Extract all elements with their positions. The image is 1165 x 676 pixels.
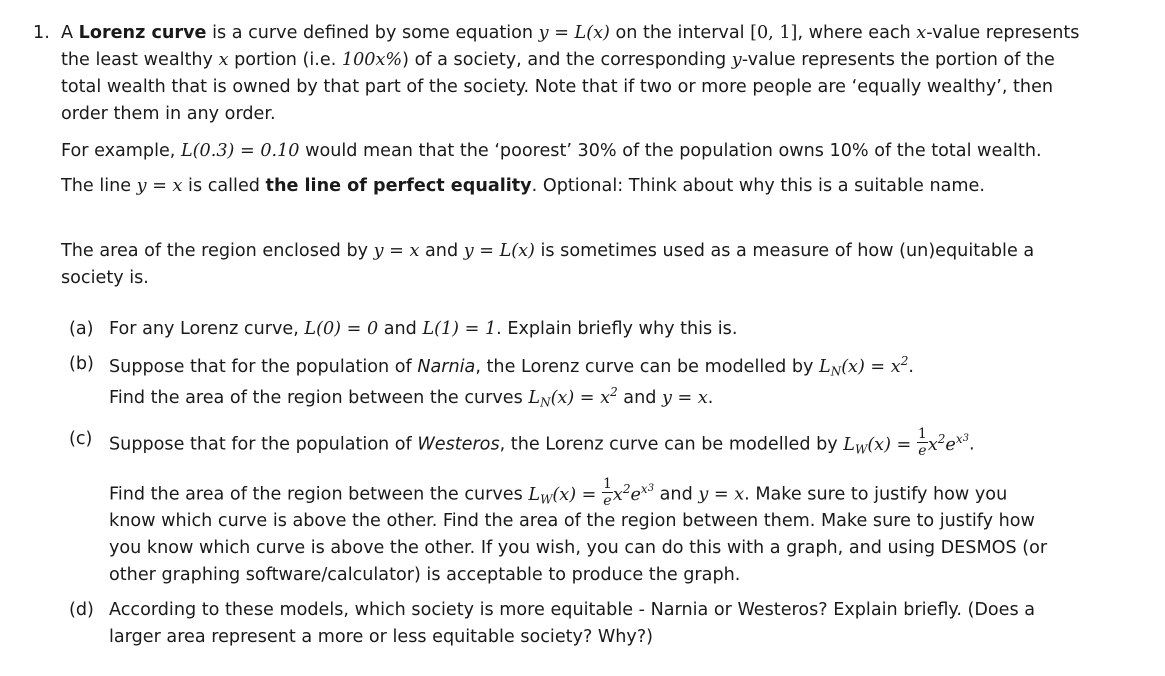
text: For any Lorenz curve, (109, 319, 305, 339)
equation-lw (528, 485, 602, 505)
subscript: W (540, 492, 553, 507)
part-c-line-5: other graphing software/calculator) is acceptable to produce the graph. (109, 565, 741, 585)
text: on the interval (609, 23, 751, 43)
text: Find the area of the region between the curves (109, 484, 529, 505)
text: The line (61, 176, 137, 196)
denominator: e (918, 443, 927, 459)
intro-line-2 (61, 50, 1055, 70)
fn-arg: (x) = (867, 434, 917, 455)
text: and (617, 388, 662, 409)
part-d-line-1: According to these models, which society is more equitable - Narnia or Westeros? Explain briefly. (Does a (109, 600, 1036, 620)
numerator: 1 (602, 476, 612, 492)
exponent: 3 (962, 432, 969, 444)
term-lorenz-curve: Lorenz curve (78, 23, 207, 43)
equation-l1: L(1) = 1 (422, 319, 497, 339)
var-y: y (731, 50, 742, 70)
area-line-1 (61, 241, 1034, 261)
subscript: W (854, 442, 868, 457)
exponent: 2 (610, 385, 618, 399)
text: -value represents the portion of the (741, 50, 1055, 70)
text: . (707, 388, 714, 409)
part-c-line-4: you know which curve is above the other. If you wish, you can do this with a graph, and using DESMOS (or (109, 538, 1048, 558)
equation-ln (819, 354, 909, 379)
text: Suppose that for the population of (109, 357, 418, 378)
text: Suppose that for the population of (109, 434, 418, 455)
equation-l03: L(0.3) = 0.10 (181, 141, 300, 161)
intro-line-4: order them in any order. (61, 104, 276, 124)
fn-symbol: L (528, 484, 541, 505)
equation-y-eq-x: y = x (373, 241, 420, 261)
equation-y-eq-x: y = x (662, 388, 708, 409)
var-e: e (630, 484, 641, 505)
example-line (61, 141, 1042, 161)
part-b-line-2 (109, 385, 713, 410)
equation-lw (843, 435, 917, 455)
text: portion (i.e. (228, 50, 342, 70)
text: and (419, 241, 464, 261)
fn-symbol: L (528, 388, 541, 409)
place-westeros: Westeros (417, 434, 500, 455)
text: , where each (797, 23, 917, 43)
var-x: x (916, 23, 927, 43)
text: For example, (61, 141, 181, 161)
var-x: x (612, 484, 623, 505)
text: . Make sure to justify how you (744, 484, 1008, 505)
equation-y-eq-x: y = x (698, 484, 745, 505)
text: ) of a society, and the corresponding (402, 50, 732, 70)
intro-line-1 (61, 23, 1079, 43)
text: -value represents (926, 23, 1080, 43)
place-narnia: Narnia (417, 357, 476, 378)
exponent: 2 (900, 354, 909, 368)
equation-100x: 100x% (341, 50, 403, 70)
part-a-label: (a) (69, 319, 94, 339)
text: Find the area of the region between the curves (109, 388, 529, 409)
text: would mean that the ‘poorest’ 30% of the population owns 10% of the total wealth. (299, 141, 1042, 161)
part-b-line-1 (109, 354, 914, 379)
area-line-2: society is. (61, 268, 149, 288)
part-c-line-3: know which curve is above the other. Find the area of the region between them. Make sure to justify how (109, 511, 1035, 531)
fraction-1-over-e (917, 427, 928, 458)
text: . (908, 357, 914, 378)
text: , the Lorenz curve can be modelled by (475, 357, 819, 378)
fraction-1-over-e (602, 477, 613, 508)
equation-y-eq-lx: y = L(x) (538, 23, 610, 43)
text: , the Lorenz curve can be modelled by (499, 434, 844, 455)
text: A (61, 23, 79, 43)
expr-x2-ex3 (927, 431, 969, 455)
text: and (654, 484, 699, 505)
equation-y-eq-x: y = x (136, 176, 183, 196)
equation-y-eq-lx: y = L(x) (463, 241, 535, 261)
var-x: x (927, 434, 938, 455)
exponent: x (955, 431, 963, 446)
var-x: x (218, 50, 229, 70)
exponent: 3 (647, 482, 655, 494)
fn-arg: (x) = x (550, 388, 611, 409)
part-c-line-1 (109, 426, 975, 460)
exponent: 2 (937, 431, 946, 446)
denominator: e (603, 493, 612, 509)
text: the least wealthy (61, 50, 219, 70)
text: The area of the region enclosed by (61, 241, 374, 261)
text: . Optional: Think about why this is a suitable name. (531, 176, 985, 196)
expr-x2-ex3 (612, 481, 655, 505)
fn-arg: (x) = x (841, 357, 901, 378)
fn-symbol: L (819, 357, 831, 378)
text: is called (182, 176, 266, 196)
text: is a curve defined by some equation (206, 23, 539, 43)
term-line-of-perfect-equality: the line of perfect equality (265, 176, 532, 196)
exponent: x (640, 481, 648, 496)
intro-line-3: total wealth that is owned by that part of the society. Note that if two or more people are ‘equally wealthy’, then (61, 77, 1054, 97)
part-a-text (109, 319, 737, 339)
var-e: e (945, 434, 956, 455)
problem-number: 1. (33, 23, 50, 43)
equation-l0: L(0) = 0 (304, 319, 379, 339)
part-c-label: (c) (69, 429, 93, 449)
subscript: N (830, 364, 842, 379)
fn-symbol: L (843, 434, 855, 455)
subscript: N (540, 395, 551, 410)
part-b-label: (b) (69, 354, 94, 374)
part-d-label: (d) (69, 600, 94, 620)
numerator: 1 (917, 426, 927, 442)
text: . Explain briefly why this is. (496, 319, 738, 339)
interval: [0, 1] (750, 23, 798, 43)
equality-line (61, 176, 985, 196)
text: and (378, 319, 423, 339)
part-d-line-2: larger area represent a more or less equitable society? Why?) (109, 627, 654, 647)
text: . (968, 434, 975, 455)
part-c-line-2 (109, 476, 1008, 510)
text: is sometimes used as a measure of how (un)equitable a (534, 241, 1035, 261)
equation-ln (528, 385, 618, 410)
exponent: 2 (622, 481, 631, 496)
fn-arg: (x) = (552, 484, 602, 505)
